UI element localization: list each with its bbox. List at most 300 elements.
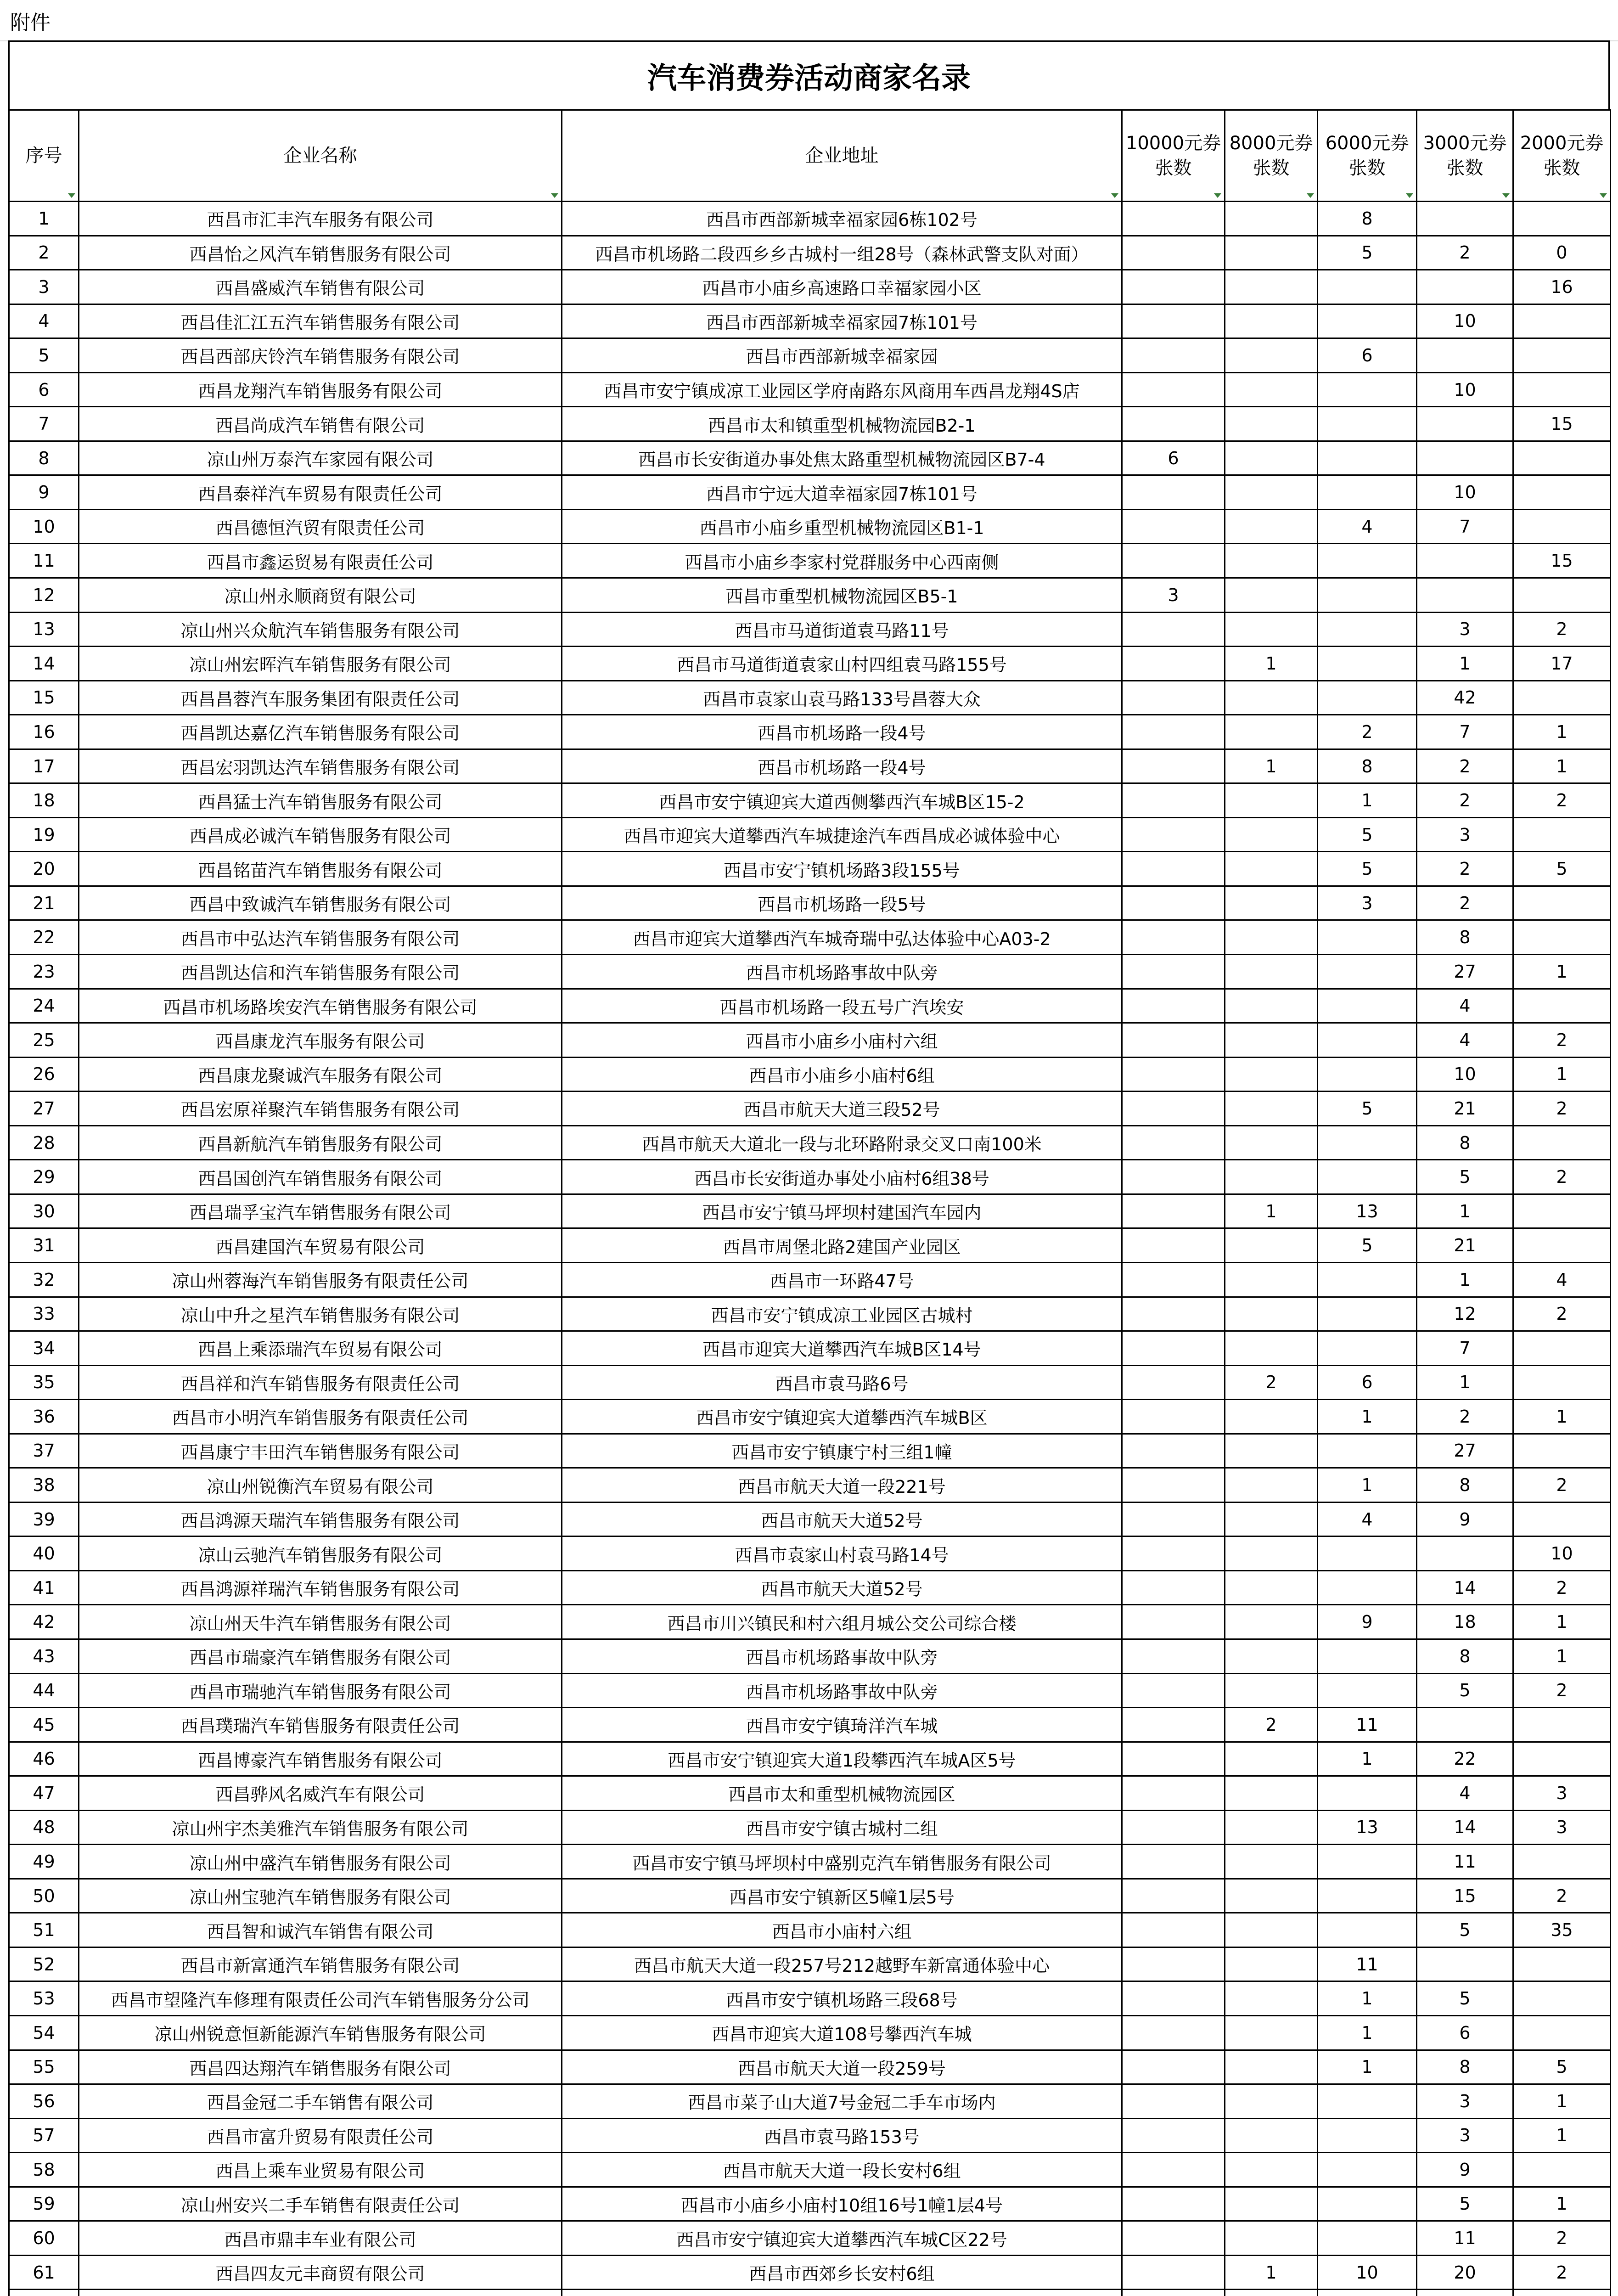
cell-company-name[interactable]: 西昌市小明汽车销售服务有限责任公司 (79, 1400, 562, 1434)
cell-address[interactable]: 西昌市迎宾大道攀西汽车城捷途汽车西昌成必诚体验中心 (562, 817, 1122, 852)
cell-10000-count[interactable] (1122, 1570, 1225, 1605)
cell-6000-count[interactable] (1318, 1879, 1417, 1913)
cell-10000-count[interactable] (1122, 1057, 1225, 1092)
cell-address[interactable]: 西昌市安宁镇机场路3段155号 (562, 852, 1122, 886)
cell-6000-count[interactable]: 8 (1318, 202, 1417, 236)
cell-3000-count[interactable]: 20 (1417, 2255, 1513, 2290)
cell-8000-count[interactable] (1225, 270, 1318, 304)
cell-3000-count[interactable] (1417, 1708, 1513, 1742)
cell-2000-count[interactable]: 2 (1513, 612, 1611, 647)
header-3000[interactable]: 3000元券张数 (1417, 110, 1513, 202)
cell-8000-count[interactable] (1225, 1776, 1318, 1811)
cell-2000-count[interactable] (1513, 681, 1611, 715)
cell-6000-count[interactable] (1318, 2118, 1417, 2153)
cell-address[interactable]: 西昌市袁马路153号 (562, 2118, 1122, 2153)
cell-company-name[interactable]: 西昌佳汇江五汽车销售服务有限公司 (79, 304, 562, 338)
cell-10000-count[interactable] (1122, 955, 1225, 989)
cell-company-name[interactable]: 西昌上乘添瑞汽车贸易有限公司 (79, 1331, 562, 1366)
cell-no[interactable]: 40 (9, 1536, 79, 1571)
cell-3000-count[interactable] (1417, 1947, 1513, 1981)
cell-6000-count[interactable]: 10 (1318, 2255, 1417, 2290)
cell-3000-count[interactable]: 10 (1417, 372, 1513, 407)
cell-8000-count[interactable] (1225, 2187, 1318, 2221)
filter-icon[interactable] (1406, 193, 1413, 198)
cell-6000-count[interactable] (1318, 1639, 1417, 1673)
cell-6000-count[interactable]: 5 (1318, 1228, 1417, 1263)
cell-no[interactable]: 8 (9, 441, 79, 475)
cell-address[interactable]: 西昌市安宁镇康宁村三组1幢 (562, 1434, 1122, 1468)
cell-no[interactable]: 36 (9, 1400, 79, 1434)
cell-8000-count[interactable] (1225, 1468, 1318, 1503)
cell-3000-count[interactable]: 5 (1417, 1673, 1513, 1708)
cell-address[interactable]: 西昌市马道街道袁马路11号 (562, 612, 1122, 647)
cell-company-name[interactable]: 西昌鸿源天瑞汽车销售服务有限公司 (79, 1502, 562, 1536)
cell-8000-count[interactable] (1225, 2118, 1318, 2153)
cell-6000-count[interactable]: 1 (1318, 1742, 1417, 1776)
cell-address[interactable]: 西昌市一环路47号 (562, 1262, 1122, 1297)
cell-10000-count[interactable] (1122, 989, 1225, 1023)
cell-no[interactable]: 53 (9, 1981, 79, 2016)
cell-6000-count[interactable] (1318, 544, 1417, 578)
cell-10000-count[interactable] (1122, 1468, 1225, 1503)
cell-company-name[interactable]: 西昌宏原祥聚汽车销售服务有限公司 (79, 1092, 562, 1126)
cell-10000-count[interactable] (1122, 852, 1225, 886)
cell-3000-count[interactable]: 4 (1417, 1023, 1513, 1058)
cell-address[interactable]: 西昌市航天大道一段221号 (562, 1468, 1122, 1503)
cell-company-name[interactable]: 西昌市机场路埃安汽车销售服务有限公司 (79, 989, 562, 1023)
cell-company-name[interactable]: 西昌四达翔汽车销售服务有限公司 (79, 2050, 562, 2084)
cell-10000-count[interactable] (1122, 1639, 1225, 1673)
cell-address[interactable]: 西昌市航天大道三段52号 (562, 1092, 1122, 1126)
cell-no[interactable]: 52 (9, 1947, 79, 1981)
cell-3000-count[interactable]: 8 (1417, 920, 1513, 955)
cell-3000-count[interactable]: 1 (1417, 1194, 1513, 1228)
cell-3000-count[interactable]: 1 (1417, 1262, 1513, 1297)
cell-8000-count[interactable] (1225, 886, 1318, 920)
cell-2000-count[interactable] (1513, 1125, 1611, 1160)
cell-company-name[interactable]: 西昌市鼎丰车业有限公司 (79, 2221, 562, 2256)
cell-8000-count[interactable] (1225, 1639, 1318, 1673)
cell-address[interactable]: 西昌市机场路事故中队旁 (562, 955, 1122, 989)
cell-address[interactable]: 西昌市西部新城幸福家园 (562, 338, 1122, 373)
cell-company-name[interactable]: 西昌市望隆汽车修理有限责任公司汽车销售服务分公司 (79, 1981, 562, 2016)
cell-company-name[interactable] (79, 2290, 562, 2296)
cell-8000-count[interactable]: 1 (1225, 749, 1318, 783)
cell-8000-count[interactable] (1225, 2015, 1318, 2050)
cell-address[interactable]: 西昌市袁马路6号 (562, 1365, 1122, 1400)
cell-3000-count[interactable]: 21 (1417, 1228, 1513, 1263)
cell-8000-count[interactable] (1225, 989, 1318, 1023)
cell-3000-count[interactable]: 2 (1417, 783, 1513, 818)
cell-address[interactable]: 西昌市安宁镇机场路三段68号 (562, 1981, 1122, 2016)
cell-10000-count[interactable] (1122, 1365, 1225, 1400)
cell-6000-count[interactable] (1318, 1845, 1417, 1879)
cell-10000-count[interactable] (1122, 1262, 1225, 1297)
cell-no[interactable]: 57 (9, 2118, 79, 2153)
cell-8000-count[interactable] (1225, 1297, 1318, 1331)
cell-address[interactable]: 西昌市机场路一段5号 (562, 886, 1122, 920)
cell-6000-count[interactable] (1318, 1776, 1417, 1811)
cell-address[interactable]: 西昌市安宁镇琦洋汽车城 (562, 1708, 1122, 1742)
cell-2000-count[interactable] (1513, 2015, 1611, 2050)
cell-address[interactable]: 西昌市安宁镇迎宾大道攀西汽车城B区 (562, 1400, 1122, 1434)
cell-8000-count[interactable] (1225, 1160, 1318, 1194)
cell-8000-count[interactable] (1225, 544, 1318, 578)
cell-3000-count[interactable]: 3 (1417, 612, 1513, 647)
cell-8000-count[interactable]: 2 (1225, 1365, 1318, 1400)
cell-address[interactable]: 西昌市机场路事故中队旁 (562, 1639, 1122, 1673)
cell-2000-count[interactable] (1513, 989, 1611, 1023)
cell-10000-count[interactable] (1122, 1947, 1225, 1981)
cell-3000-count[interactable]: 12 (1417, 1297, 1513, 1331)
cell-address[interactable] (562, 2290, 1122, 2296)
cell-3000-count[interactable]: 18 (1417, 1605, 1513, 1639)
cell-8000-count[interactable] (1225, 2221, 1318, 2256)
cell-company-name[interactable]: 西昌瑞孚宝汽车销售服务有限公司 (79, 1194, 562, 1228)
cell-2000-count[interactable] (1513, 1947, 1611, 1981)
cell-no[interactable]: 38 (9, 1468, 79, 1503)
cell-3000-count[interactable]: 10 (1417, 304, 1513, 338)
cell-2000-count[interactable] (1513, 1365, 1611, 1400)
cell-company-name[interactable]: 西昌祥和汽车销售服务有限责任公司 (79, 1365, 562, 1400)
cell-no[interactable]: 27 (9, 1092, 79, 1126)
cell-8000-count[interactable] (1225, 1400, 1318, 1434)
cell-2000-count[interactable]: 1 (1513, 1057, 1611, 1092)
cell-2000-count[interactable] (1513, 1194, 1611, 1228)
cell-6000-count[interactable] (1318, 612, 1417, 647)
cell-no[interactable]: 44 (9, 1673, 79, 1708)
cell-6000-count[interactable] (1318, 2084, 1417, 2119)
cell-8000-count[interactable] (1225, 2050, 1318, 2084)
cell-address[interactable]: 西昌市迎宾大道攀西汽车城奇瑞中弘达体验中心A03-2 (562, 920, 1122, 955)
cell-2000-count[interactable]: 2 (1513, 1673, 1611, 1708)
filter-icon[interactable] (1111, 193, 1118, 198)
cell-8000-count[interactable] (1225, 1810, 1318, 1845)
cell-company-name[interactable]: 西昌四友元丰商贸有限公司 (79, 2255, 562, 2290)
cell-no[interactable]: 4 (9, 304, 79, 338)
cell-company-name[interactable]: 西昌璞瑞汽车销售服务有限责任公司 (79, 1708, 562, 1742)
header-name[interactable]: 企业名称 (79, 110, 562, 202)
cell-6000-count[interactable]: 8 (1318, 749, 1417, 783)
cell-no[interactable]: 2 (9, 236, 79, 270)
cell-10000-count[interactable] (1122, 647, 1225, 681)
cell-6000-count[interactable] (1318, 2153, 1417, 2187)
cell-8000-count[interactable] (1225, 338, 1318, 373)
cell-8000-count[interactable] (1225, 2290, 1318, 2296)
cell-6000-count[interactable] (1318, 1913, 1417, 1947)
cell-10000-count[interactable] (1122, 1092, 1225, 1126)
cell-10000-count[interactable] (1122, 1194, 1225, 1228)
cell-no[interactable]: 45 (9, 1708, 79, 1742)
cell-10000-count[interactable] (1122, 1776, 1225, 1811)
cell-address[interactable]: 西昌市航天大道一段长安村6组 (562, 2153, 1122, 2187)
cell-company-name[interactable]: 西昌盛威汽车销售有限公司 (79, 270, 562, 304)
cell-3000-count[interactable]: 3 (1417, 2118, 1513, 2153)
cell-6000-count[interactable] (1318, 372, 1417, 407)
cell-3000-count[interactable]: 5 (1417, 2187, 1513, 2221)
cell-10000-count[interactable] (1122, 1810, 1225, 1845)
cell-no[interactable]: 18 (9, 783, 79, 818)
cell-2000-count[interactable] (1513, 2290, 1611, 2296)
cell-10000-count[interactable] (1122, 2084, 1225, 2119)
cell-8000-count[interactable]: 1 (1225, 647, 1318, 681)
cell-6000-count[interactable] (1318, 681, 1417, 715)
cell-3000-count[interactable]: 2 (1417, 886, 1513, 920)
cell-no[interactable]: 51 (9, 1913, 79, 1947)
cell-3000-count[interactable]: 5 (1417, 1913, 1513, 1947)
cell-6000-count[interactable]: 13 (1318, 1810, 1417, 1845)
cell-2000-count[interactable] (1513, 1502, 1611, 1536)
cell-8000-count[interactable] (1225, 1605, 1318, 1639)
cell-6000-count[interactable]: 1 (1318, 2015, 1417, 2050)
cell-6000-count[interactable] (1318, 647, 1417, 681)
cell-8000-count[interactable] (1225, 715, 1318, 749)
cell-6000-count[interactable]: 3 (1318, 886, 1417, 920)
cell-8000-count[interactable] (1225, 1331, 1318, 1366)
cell-address[interactable]: 西昌市航天大道52号 (562, 1502, 1122, 1536)
cell-3000-count[interactable]: 2 (1417, 749, 1513, 783)
cell-6000-count[interactable]: 1 (1318, 1981, 1417, 2016)
cell-6000-count[interactable] (1318, 2187, 1417, 2221)
cell-company-name[interactable]: 西昌金冠二手车销售有限公司 (79, 2084, 562, 2119)
cell-2000-count[interactable]: 1 (1513, 1639, 1611, 1673)
cell-8000-count[interactable] (1225, 407, 1318, 441)
cell-10000-count[interactable] (1122, 2255, 1225, 2290)
cell-2000-count[interactable]: 2 (1513, 2255, 1611, 2290)
cell-8000-count[interactable] (1225, 202, 1318, 236)
cell-company-name[interactable]: 凉山州宏晖汽车销售服务有限公司 (79, 647, 562, 681)
cell-3000-count[interactable]: 3 (1417, 817, 1513, 852)
cell-no[interactable]: 22 (9, 920, 79, 955)
cell-2000-count[interactable] (1513, 1845, 1611, 1879)
cell-6000-count[interactable]: 1 (1318, 783, 1417, 818)
cell-3000-count[interactable]: 22 (1417, 1742, 1513, 1776)
cell-2000-count[interactable]: 5 (1513, 2050, 1611, 2084)
cell-10000-count[interactable] (1122, 1981, 1225, 2016)
cell-6000-count[interactable]: 5 (1318, 817, 1417, 852)
cell-company-name[interactable]: 凉山州安兴二手车销售有限责任公司 (79, 2187, 562, 2221)
cell-8000-count[interactable] (1225, 852, 1318, 886)
cell-company-name[interactable]: 西昌市中弘达汽车销售服务有限公司 (79, 920, 562, 955)
cell-2000-count[interactable]: 16 (1513, 270, 1611, 304)
cell-10000-count[interactable] (1122, 202, 1225, 236)
cell-8000-count[interactable] (1225, 1502, 1318, 1536)
cell-6000-count[interactable] (1318, 955, 1417, 989)
cell-3000-count[interactable]: 9 (1417, 1502, 1513, 1536)
cell-address[interactable]: 西昌市小庙乡小庙村6组 (562, 1057, 1122, 1092)
cell-10000-count[interactable] (1122, 920, 1225, 955)
cell-company-name[interactable]: 凉山州万泰汽车家园有限公司 (79, 441, 562, 475)
cell-8000-count[interactable] (1225, 1673, 1318, 1708)
cell-company-name[interactable]: 凉山州蓉海汽车销售服务有限责任公司 (79, 1262, 562, 1297)
cell-3000-count[interactable]: 27 (1417, 955, 1513, 989)
cell-8000-count[interactable]: 2 (1225, 1708, 1318, 1742)
cell-6000-count[interactable] (1318, 2290, 1417, 2296)
cell-2000-count[interactable] (1513, 372, 1611, 407)
cell-2000-count[interactable]: 1 (1513, 2118, 1611, 2153)
cell-company-name[interactable]: 西昌康龙汽车服务有限公司 (79, 1023, 562, 1058)
cell-2000-count[interactable]: 1 (1513, 1400, 1611, 1434)
cell-address[interactable]: 西昌市长安街道办事处焦太路重型机械物流园区B7-4 (562, 441, 1122, 475)
cell-10000-count[interactable] (1122, 749, 1225, 783)
cell-address[interactable]: 西昌市菜子山大道7号金冠二手车市场内 (562, 2084, 1122, 2119)
cell-no[interactable]: 25 (9, 1023, 79, 1058)
cell-8000-count[interactable] (1225, 783, 1318, 818)
cell-8000-count[interactable] (1225, 1536, 1318, 1571)
cell-3000-count[interactable] (1417, 1536, 1513, 1571)
cell-company-name[interactable]: 凉山州锐意恒新能源汽车销售服务有限公司 (79, 2015, 562, 2050)
cell-2000-count[interactable]: 3 (1513, 1776, 1611, 1811)
cell-6000-count[interactable] (1318, 1160, 1417, 1194)
cell-address[interactable]: 西昌市航天大道北一段与北环路附录交叉口南100米 (562, 1125, 1122, 1160)
cell-2000-count[interactable]: 5 (1513, 852, 1611, 886)
cell-8000-count[interactable] (1225, 1125, 1318, 1160)
cell-address[interactable]: 西昌市西部新城幸福家园7栋101号 (562, 304, 1122, 338)
cell-3000-count[interactable]: 11 (1417, 1845, 1513, 1879)
cell-2000-count[interactable] (1513, 1331, 1611, 1366)
cell-3000-count[interactable]: 4 (1417, 989, 1513, 1023)
cell-no[interactable]: 21 (9, 886, 79, 920)
cell-3000-count[interactable]: 10 (1417, 475, 1513, 510)
cell-2000-count[interactable] (1513, 1742, 1611, 1776)
cell-10000-count[interactable] (1122, 681, 1225, 715)
cell-8000-count[interactable]: 1 (1225, 1194, 1318, 1228)
cell-6000-count[interactable]: 5 (1318, 236, 1417, 270)
cell-no[interactable]: 39 (9, 1502, 79, 1536)
cell-company-name[interactable]: 西昌怡之风汽车销售服务有限公司 (79, 236, 562, 270)
cell-no[interactable]: 47 (9, 1776, 79, 1811)
cell-company-name[interactable]: 凉山州中盛汽车销售服务有限公司 (79, 1845, 562, 1879)
cell-no[interactable]: 49 (9, 1845, 79, 1879)
cell-address[interactable]: 西昌市机场路二段西乡乡古城村一组28号（森林武警支队对面） (562, 236, 1122, 270)
cell-2000-count[interactable]: 15 (1513, 544, 1611, 578)
cell-company-name[interactable]: 凉山中升之星汽车销售服务有限公司 (79, 1297, 562, 1331)
cell-address[interactable]: 西昌市小庙乡高速路口幸福家园小区 (562, 270, 1122, 304)
cell-8000-count[interactable] (1225, 955, 1318, 989)
cell-3000-count[interactable]: 11 (1417, 2221, 1513, 2256)
cell-6000-count[interactable] (1318, 989, 1417, 1023)
cell-2000-count[interactable] (1513, 338, 1611, 373)
cell-address[interactable]: 西昌市安宁镇迎宾大道攀西汽车城C区22号 (562, 2221, 1122, 2256)
cell-3000-count[interactable]: 7 (1417, 715, 1513, 749)
cell-6000-count[interactable] (1318, 1297, 1417, 1331)
cell-10000-count[interactable] (1122, 1845, 1225, 1879)
cell-10000-count[interactable] (1122, 407, 1225, 441)
cell-6000-count[interactable] (1318, 1570, 1417, 1605)
cell-no[interactable]: 3 (9, 270, 79, 304)
cell-2000-count[interactable] (1513, 1434, 1611, 1468)
cell-address[interactable]: 西昌市航天大道一段257号212越野车新富通体验中心 (562, 1947, 1122, 1981)
cell-8000-count[interactable] (1225, 236, 1318, 270)
cell-address[interactable]: 西昌市航天大道一段259号 (562, 2050, 1122, 2084)
cell-10000-count[interactable] (1122, 2153, 1225, 2187)
cell-address[interactable]: 西昌市安宁镇马坪坝村建国汽车园内 (562, 1194, 1122, 1228)
cell-8000-count[interactable] (1225, 304, 1318, 338)
cell-2000-count[interactable] (1513, 441, 1611, 475)
cell-8000-count[interactable] (1225, 1845, 1318, 1879)
cell-6000-count[interactable]: 4 (1318, 509, 1417, 544)
cell-3000-count[interactable] (1417, 544, 1513, 578)
cell-no[interactable]: 5 (9, 338, 79, 373)
cell-10000-count[interactable] (1122, 1434, 1225, 1468)
cell-no[interactable]: 7 (9, 407, 79, 441)
cell-address[interactable]: 西昌市袁家山袁马路133号昌蓉大众 (562, 681, 1122, 715)
cell-address[interactable]: 西昌市安宁镇迎宾大道西侧攀西汽车城B区15-2 (562, 783, 1122, 818)
cell-2000-count[interactable]: 2 (1513, 1879, 1611, 1913)
cell-3000-count[interactable]: 5 (1417, 1160, 1513, 1194)
cell-6000-count[interactable] (1318, 270, 1417, 304)
cell-no[interactable]: 11 (9, 544, 79, 578)
filter-icon[interactable] (1502, 193, 1510, 198)
cell-address[interactable]: 西昌市小庙乡李家村党群服务中心西南侧 (562, 544, 1122, 578)
cell-8000-count[interactable] (1225, 1262, 1318, 1297)
cell-address[interactable]: 西昌市宁远大道幸福家园7栋101号 (562, 475, 1122, 510)
cell-no[interactable]: 56 (9, 2084, 79, 2119)
cell-3000-count[interactable]: 2 (1417, 852, 1513, 886)
cell-no[interactable]: 14 (9, 647, 79, 681)
cell-8000-count[interactable] (1225, 1434, 1318, 1468)
cell-3000-count[interactable]: 8 (1417, 2050, 1513, 2084)
cell-no[interactable]: 28 (9, 1125, 79, 1160)
cell-6000-count[interactable] (1318, 1125, 1417, 1160)
cell-2000-count[interactable] (1513, 1228, 1611, 1263)
cell-10000-count[interactable] (1122, 1536, 1225, 1571)
cell-company-name[interactable]: 西昌新航汽车销售服务有限公司 (79, 1125, 562, 1160)
cell-2000-count[interactable]: 2 (1513, 783, 1611, 818)
cell-no[interactable]: 35 (9, 1365, 79, 1400)
cell-8000-count[interactable] (1225, 681, 1318, 715)
cell-company-name[interactable]: 西昌泰祥汽车贸易有限责任公司 (79, 475, 562, 510)
cell-6000-count[interactable]: 9 (1318, 1605, 1417, 1639)
cell-no[interactable] (9, 2290, 79, 2296)
cell-address[interactable]: 西昌市安宁镇迎宾大道1段攀西汽车城A区5号 (562, 1742, 1122, 1776)
cell-no[interactable]: 43 (9, 1639, 79, 1673)
cell-no[interactable]: 9 (9, 475, 79, 510)
cell-10000-count[interactable] (1122, 475, 1225, 510)
cell-6000-count[interactable] (1318, 2221, 1417, 2256)
cell-8000-count[interactable] (1225, 1879, 1318, 1913)
cell-2000-count[interactable] (1513, 886, 1611, 920)
cell-company-name[interactable]: 西昌博豪汽车销售服务有限公司 (79, 1742, 562, 1776)
cell-10000-count[interactable] (1122, 2015, 1225, 2050)
cell-company-name[interactable]: 西昌市新富通汽车销售服务有限公司 (79, 1947, 562, 1981)
cell-6000-count[interactable]: 11 (1318, 1947, 1417, 1981)
cell-no[interactable]: 17 (9, 749, 79, 783)
cell-company-name[interactable]: 西昌康龙聚诚汽车服务有限公司 (79, 1057, 562, 1092)
cell-2000-count[interactable]: 15 (1513, 407, 1611, 441)
cell-no[interactable]: 37 (9, 1434, 79, 1468)
cell-10000-count[interactable] (1122, 1160, 1225, 1194)
cell-address[interactable]: 西昌市机场路一段4号 (562, 749, 1122, 783)
cell-address[interactable]: 西昌市迎宾大道攀西汽车城B区14号 (562, 1331, 1122, 1366)
cell-8000-count[interactable] (1225, 1092, 1318, 1126)
cell-address[interactable]: 西昌市安宁镇古城村二组 (562, 1810, 1122, 1845)
cell-10000-count[interactable]: 6 (1122, 441, 1225, 475)
cell-company-name[interactable]: 西昌中致诚汽车销售服务有限公司 (79, 886, 562, 920)
cell-2000-count[interactable]: 1 (1513, 749, 1611, 783)
cell-no[interactable]: 29 (9, 1160, 79, 1194)
cell-3000-count[interactable]: 14 (1417, 1810, 1513, 1845)
cell-no[interactable]: 60 (9, 2221, 79, 2256)
cell-8000-count[interactable] (1225, 920, 1318, 955)
cell-address[interactable]: 西昌市安宁镇新区5幢1层5号 (562, 1879, 1122, 1913)
cell-3000-count[interactable]: 5 (1417, 1981, 1513, 2016)
cell-address[interactable]: 西昌市太和镇重型机械物流园B2-1 (562, 407, 1122, 441)
cell-6000-count[interactable]: 1 (1318, 2050, 1417, 2084)
cell-3000-count[interactable]: 2 (1417, 1400, 1513, 1434)
cell-no[interactable]: 58 (9, 2153, 79, 2187)
cell-2000-count[interactable]: 1 (1513, 1605, 1611, 1639)
